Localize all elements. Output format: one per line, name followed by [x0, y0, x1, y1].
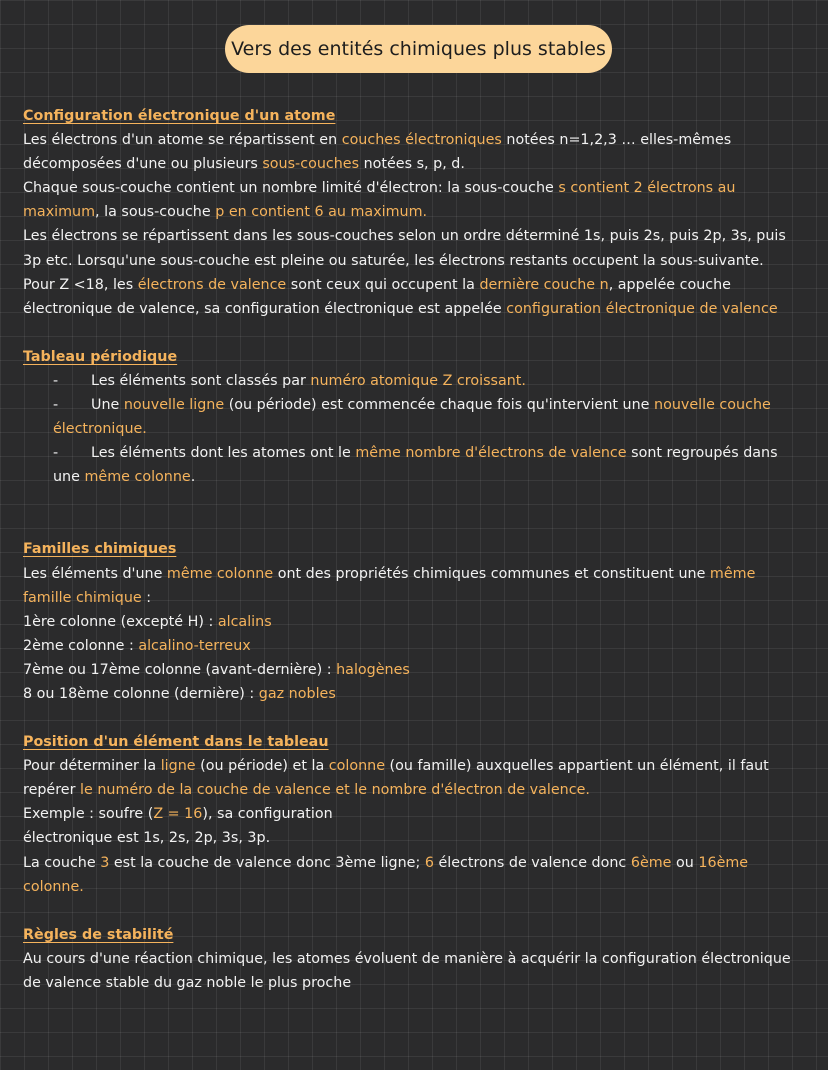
text: Les électrons d'un atome se répartissent en	[23, 132, 342, 149]
text: sont ceux qui occupent la	[286, 276, 480, 293]
section-heading-tableau: Tableau périodique	[23, 348, 178, 365]
family-line	[23, 658, 793, 682]
text: Chaque sous-couche contient un nombre limité d'électron: la sous-couche	[23, 180, 559, 197]
family-line	[23, 634, 793, 658]
paragraph: Au cours d'une réaction chimique, les atomes évoluent de manière à acquérir la configuration électronique de valence stable du gaz noble le plus proche	[23, 950, 791, 991]
page-title	[225, 25, 612, 73]
text: Les éléments dont les atomes ont le	[91, 445, 356, 462]
text: (ou période) est commencée chaque fois qu'intervient une	[224, 397, 655, 414]
paragraph	[23, 128, 793, 176]
paragraph	[23, 754, 793, 802]
highlight: électrons de valence	[137, 276, 287, 293]
section-heading-configuration: Configuration électronique d'un atome	[23, 108, 336, 124]
highlight: 6ème	[630, 854, 672, 871]
text: ont des propriétés chimiques communes et constituent une	[273, 565, 710, 582]
page-title-text: Vers des entités chimiques plus stables	[231, 37, 606, 60]
text: est la couche de valence donc 3ème ligne;	[109, 854, 425, 871]
text: ), sa configuration	[202, 806, 333, 823]
text: 8 ou 18ème colonne (dernière) :	[23, 685, 259, 702]
highlight: sous-couches	[262, 156, 360, 173]
dash-bullet: -	[53, 445, 59, 462]
dash-bullet: -	[53, 372, 59, 389]
highlight: ligne	[160, 758, 196, 775]
section-heading-stabilite: Règles de stabilité	[23, 926, 174, 943]
highlight: même nombre d'électrons de valence	[355, 445, 627, 462]
highlight: alcalino-terreux	[138, 637, 251, 654]
paragraph	[23, 562, 793, 610]
highlight: couches électroniques	[341, 132, 502, 149]
highlight: dernière couche n	[479, 276, 609, 293]
paragraph	[23, 176, 793, 224]
text: 2ème colonne :	[23, 637, 139, 654]
family-line	[23, 610, 793, 634]
section-heading-familles: Familles chimiques	[23, 541, 177, 558]
text: notées n=1,2,3 … elles-mêmes décomposées d'une ou plusieurs	[23, 132, 732, 173]
highlight: Z = 16	[153, 806, 203, 823]
paragraph	[23, 851, 793, 899]
highlight: alcalins	[217, 613, 272, 630]
highlight: 16ème colonne.	[23, 854, 749, 895]
list-item	[23, 369, 793, 393]
section-heading-position: Position d'un élément dans le tableau	[23, 734, 329, 751]
text: La couche	[23, 854, 101, 871]
text: 7ème ou 17ème colonne (avant-dernière) :	[23, 661, 337, 678]
highlight: configuration électronique de valence	[506, 300, 778, 317]
highlight: p en contient 6 au maximum.	[215, 204, 428, 221]
text: ou	[671, 854, 699, 871]
highlight: nouvelle couche électronique.	[53, 397, 771, 438]
highlight: s contient 2 électrons au maximum	[23, 180, 736, 221]
paragraph: Les électrons se répartissent dans les sous-couches selon un ordre déterminé 1s, puis 2s, puis 2p, 3s, puis 3p etc. Lorsqu'une sous-couche est pleine ou saturée, les électrons restants occupent la sous-suivante.	[23, 228, 786, 269]
highlight: même famille chimique	[23, 565, 756, 606]
highlight: même colonne	[84, 469, 191, 486]
highlight: nouvelle ligne	[123, 397, 225, 414]
highlight: 3	[100, 854, 110, 871]
content	[23, 104, 793, 995]
text: , la sous-couche	[95, 204, 216, 221]
text: électrons de valence donc	[433, 854, 631, 871]
highlight: numéro atomique Z croissant.	[310, 372, 526, 389]
highlight: 6	[424, 854, 434, 871]
text: notées s, p, d.	[359, 156, 465, 173]
list-item	[23, 441, 793, 489]
text: Les éléments sont classés par	[91, 372, 311, 389]
example-line	[23, 802, 793, 826]
family-line	[23, 682, 793, 706]
list-item	[23, 393, 793, 441]
example-line: électronique est 1s, 2s, 2p, 3s, 3p.	[23, 830, 271, 847]
text: Une	[91, 397, 124, 414]
text: Exemple : soufre (	[23, 806, 154, 823]
paragraph	[23, 273, 793, 321]
text: Les éléments d'une	[23, 565, 167, 582]
text: .	[190, 469, 196, 486]
highlight: gaz nobles	[258, 685, 336, 702]
text: sont regroupés dans une	[53, 445, 778, 486]
text: 1ère colonne (excepté H) :	[23, 613, 218, 630]
text: Pour déterminer la	[23, 758, 161, 775]
highlight: colonne	[328, 758, 386, 775]
text: , appelée couche électronique de valence, sa configuration électronique est appelée	[23, 276, 731, 317]
text: Pour Z <18, les	[23, 276, 138, 293]
highlight: même colonne	[166, 565, 274, 582]
highlight: le numéro de la couche de valence et le nombre d'électron de valence.	[80, 782, 590, 799]
highlight: halogènes	[336, 661, 410, 678]
text: :	[141, 589, 152, 606]
text: (ou famille) auxquelles appartient un élément, il faut repérer	[23, 758, 769, 799]
text: (ou période) et la	[195, 758, 329, 775]
dash-bullet: -	[53, 397, 59, 414]
